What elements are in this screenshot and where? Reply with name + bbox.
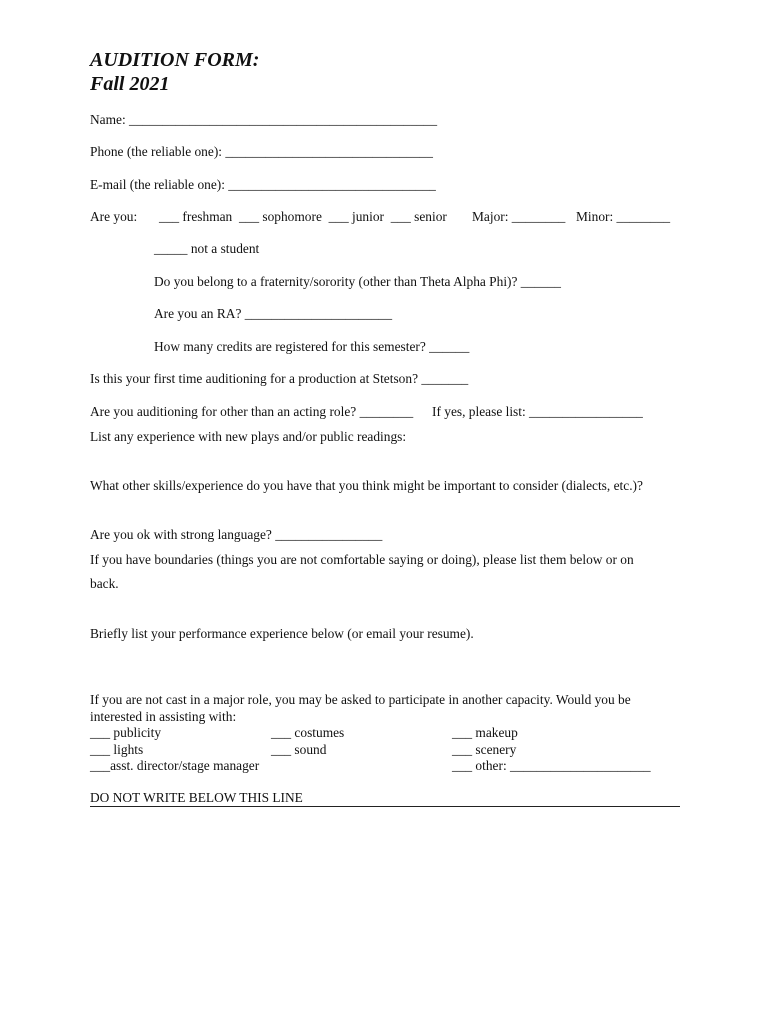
other-skills-question: What other skills/experience do you have that you think might be important to consider (dialects, etc.)? bbox=[90, 478, 643, 493]
form-title: AUDITION FORM: bbox=[90, 49, 260, 71]
fraternity-question[interactable]: Do you belong to a fraternity/sorority (other than Theta Alpha Phi)? ______ bbox=[154, 274, 561, 289]
form-subtitle: Fall 2021 bbox=[90, 73, 170, 95]
major-field[interactable]: Major: ________ bbox=[472, 209, 566, 224]
minor-field[interactable]: Minor: ________ bbox=[576, 209, 671, 224]
assist-asst-director[interactable]: ___asst. director/stage manager bbox=[90, 758, 260, 773]
if-yes-list-field[interactable]: If yes, please list: _________________ bbox=[432, 404, 643, 419]
other-role-question[interactable]: Are you auditioning for other than an acting role? ________ bbox=[90, 404, 414, 419]
strong-language-question[interactable]: Are you ok with strong language? ________________ bbox=[90, 527, 383, 542]
assist-other[interactable]: ___ other: _____________________ bbox=[452, 758, 651, 773]
not-cast-text-line1: If you are not cast in a major role, you may be asked to participate in another capacity. Would you be bbox=[90, 692, 631, 707]
name-field[interactable]: Name: ______________________________________________ bbox=[90, 112, 438, 127]
assist-makeup[interactable]: ___ makeup bbox=[452, 725, 518, 740]
phone-field[interactable]: Phone (the reliable one): _______________________________ bbox=[90, 144, 433, 159]
do-not-write-label: DO NOT WRITE BELOW THIS LINE bbox=[90, 790, 303, 805]
credits-question[interactable]: How many credits are registered for this semester? ______ bbox=[154, 339, 470, 354]
year-options[interactable]: ___ freshman ___ sophomore ___ junior ___ senior bbox=[159, 209, 447, 224]
ra-question[interactable]: Are you an RA? ______________________ bbox=[154, 306, 393, 321]
not-cast-text-line2: interested in assisting with: bbox=[90, 709, 237, 724]
assist-sound[interactable]: ___ sound bbox=[271, 742, 327, 757]
assist-costumes[interactable]: ___ costumes bbox=[271, 725, 345, 740]
divider-line bbox=[90, 806, 680, 807]
assist-publicity[interactable]: ___ publicity bbox=[90, 725, 162, 740]
email-field[interactable]: E-mail (the reliable one): _______________________________ bbox=[90, 177, 436, 192]
boundaries-text-line1: If you have boundaries (things you are not comfortable saying or doing), please list them below or on bbox=[90, 552, 634, 567]
boundaries-text-line2: back. bbox=[90, 576, 119, 591]
assist-lights[interactable]: ___ lights bbox=[90, 742, 144, 757]
new-plays-question: List any experience with new plays and/or public readings: bbox=[90, 429, 407, 444]
are-you-label: Are you: bbox=[90, 209, 138, 224]
first-time-question[interactable]: Is this your first time auditioning for a production at Stetson? _______ bbox=[90, 371, 469, 386]
performance-question: Briefly list your performance experience below (or email your resume). bbox=[90, 626, 474, 641]
not-student-option[interactable]: _____ not a student bbox=[154, 241, 260, 256]
assist-scenery[interactable]: ___ scenery bbox=[452, 742, 517, 757]
